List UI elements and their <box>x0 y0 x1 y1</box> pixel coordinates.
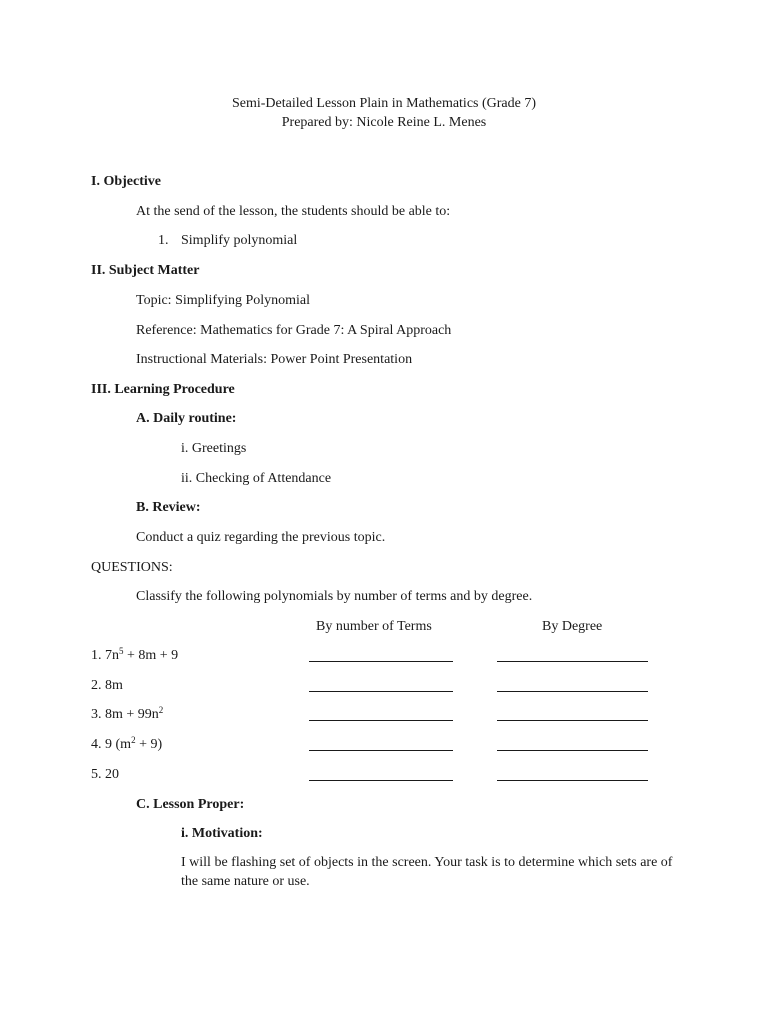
questions-instruction: Classify the following polynomials by number of terms and by degree. <box>136 589 533 604</box>
document-title: Semi-Detailed Lesson Plain in Mathematics (Grade 7) <box>231 96 537 111</box>
document-author: Prepared by: Nicole Reine L. Menes <box>281 115 487 130</box>
answer-blank-degree[interactable] <box>497 661 648 662</box>
learning-procedure-heading: III. Learning Procedure <box>91 382 235 397</box>
subject-matter-heading: II. Subject Matter <box>91 263 200 278</box>
question-item <box>91 706 163 723</box>
subject-reference: Reference: Mathematics for Grade 7: A Spiral Approach <box>136 323 452 338</box>
objective-intro: At the send of the lesson, the students should be able to: <box>136 204 451 219</box>
question-item <box>91 647 178 664</box>
column-header-terms: By number of Terms <box>316 619 432 634</box>
objective-heading: I. Objective <box>91 174 161 189</box>
answer-blank-degree[interactable] <box>497 750 648 751</box>
column-header-degree: By Degree <box>542 619 603 634</box>
motivation-heading: i. Motivation: <box>181 826 263 841</box>
question-expression: 8m <box>105 678 123 693</box>
answer-blank-terms[interactable] <box>309 750 453 751</box>
question-expression: $7n^5 + 8m + 9$ <box>105 646 179 663</box>
question-item <box>91 736 162 753</box>
answer-blank-terms[interactable] <box>309 720 453 721</box>
answer-blank-degree[interactable] <box>497 691 648 692</box>
question-number: 2. <box>91 678 102 693</box>
question-expression: 9 $(m^2 + 9)$ <box>105 735 163 752</box>
answer-blank-terms[interactable] <box>309 661 453 662</box>
answer-blank-degree[interactable] <box>497 720 648 721</box>
objective-item-text: Simplify polynomial <box>181 233 298 248</box>
question-expression: $8m + 99n^2$ <box>105 705 164 722</box>
question-item <box>91 766 119 783</box>
question-number: 1. <box>91 648 102 663</box>
objective-item-number: 1. <box>158 233 169 248</box>
answer-blank-terms[interactable] <box>309 780 453 781</box>
question-number: 4. <box>91 737 102 752</box>
questions-label: QUESTIONS: <box>91 560 173 575</box>
question-number: 3. <box>91 707 102 722</box>
answer-blank-terms[interactable] <box>309 691 453 692</box>
daily-routine-item: ii. Checking of Attendance <box>181 471 332 486</box>
question-expression: 20 <box>105 767 119 782</box>
review-text: Conduct a quiz regarding the previous topic. <box>136 530 386 545</box>
motivation-text: I will be flashing set of objects in the screen. Your task is to determine which sets are of the same nature or use. <box>181 855 673 889</box>
subject-topic: Topic: Simplifying Polynomial <box>136 293 311 308</box>
daily-routine-item: i. Greetings <box>181 441 247 456</box>
question-number: 5. <box>91 767 102 782</box>
review-heading: B. Review: <box>136 500 201 515</box>
daily-routine-heading: A. Daily routine: <box>136 411 237 426</box>
lesson-proper-heading: C. Lesson Proper: <box>136 797 245 812</box>
question-item <box>91 677 123 694</box>
subject-materials: Instructional Materials: Power Point Presentation <box>136 352 413 367</box>
answer-blank-degree[interactable] <box>497 780 648 781</box>
